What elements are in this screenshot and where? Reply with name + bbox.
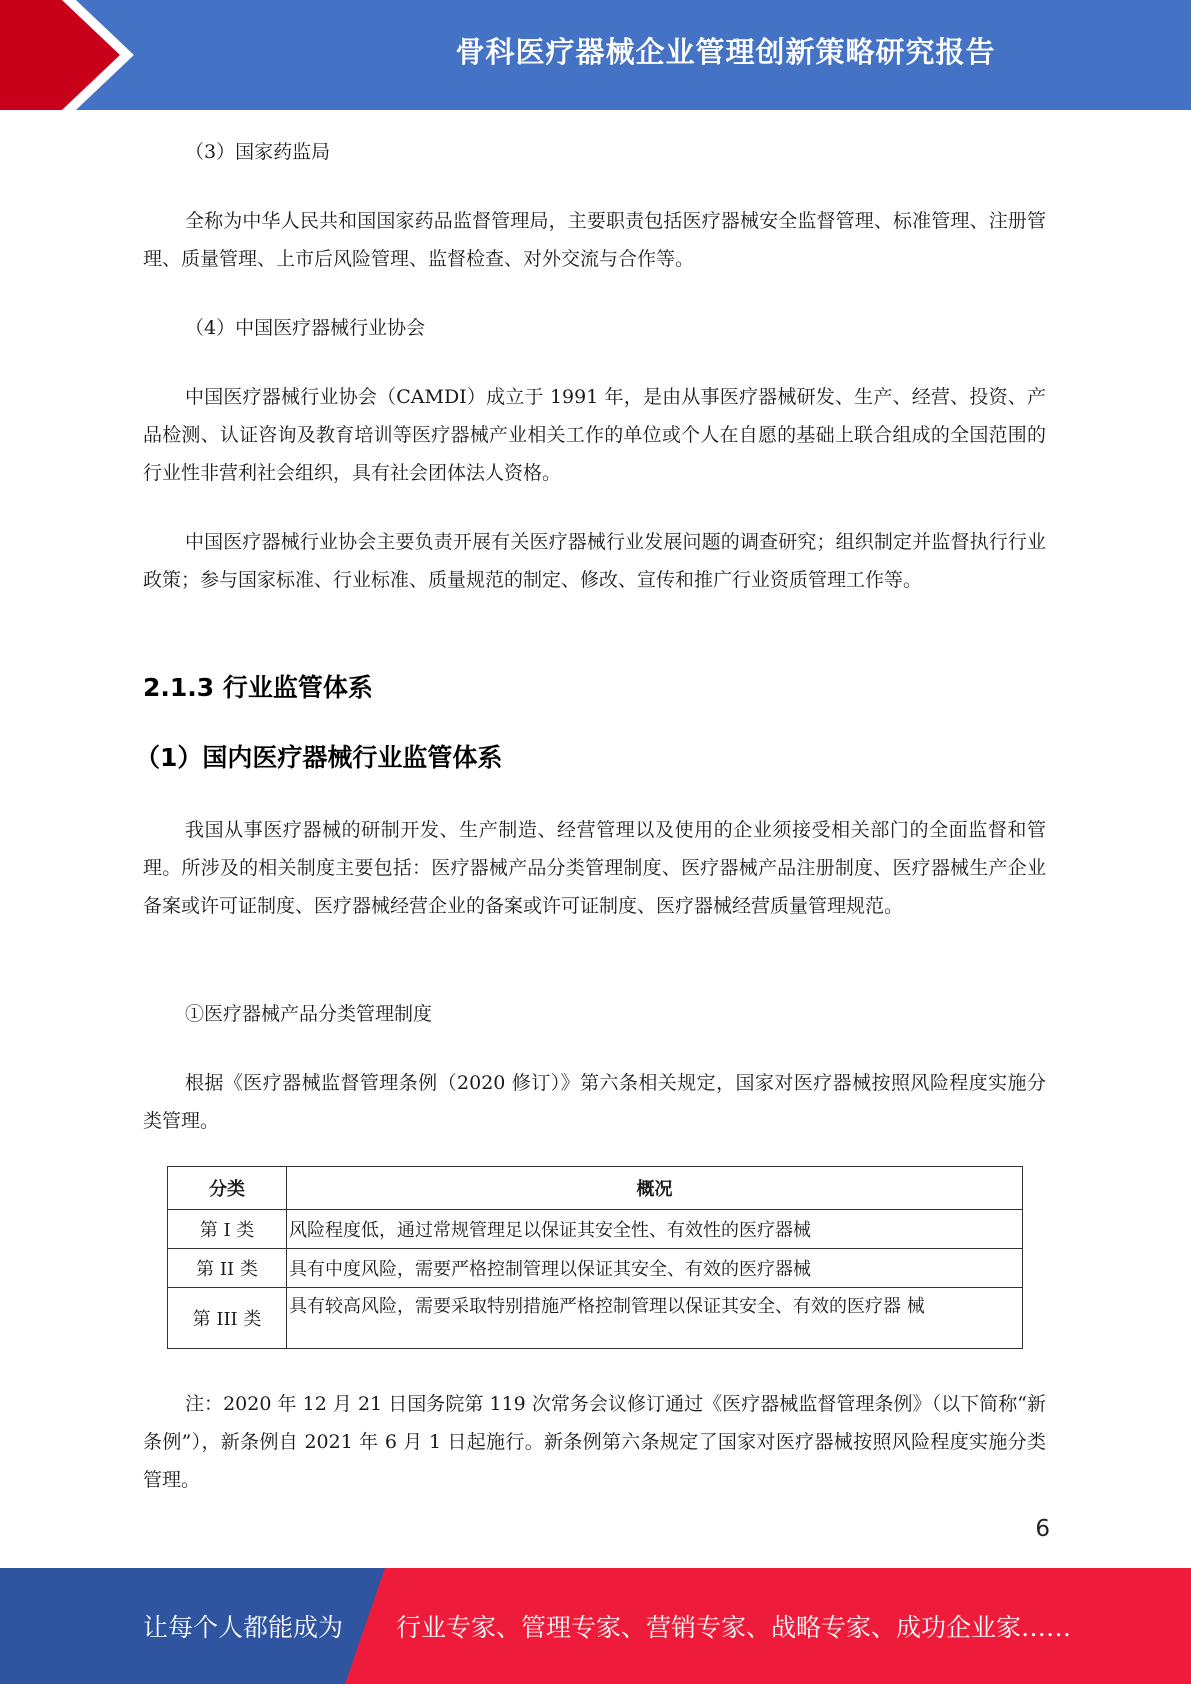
paragraph: 根据《医疗器械监督管理条例（2020 修订）》第六条相关规定，国家对医疗器械按照风险程度实施分类管理。 [143,1072,1046,1132]
table-row [168,1249,1023,1288]
paragraph: 全称为中华人民共和国国家药品监督管理局，主要职责包括医疗器械安全监督管理、标准管理、注册管理、质量管理、上市后风险管理、监督检查、对外交流与合作等。 [143,210,1046,270]
table-header-cell: 概况 [287,1167,1023,1210]
footer-slogan-left: 让每个人都能成为 [143,1613,344,1642]
table-cell-class: 第 II 类 [168,1249,287,1288]
paragraph: 中国医疗器械行业协会（CAMDI）成立于 1991 年，是由从事医疗器械研发、生产、经营、投资、产品检测、认证咨询及教育培训等医疗器械产业相关工作的单位或个人在自愿的基础上联合组成的全国范围的行业性非营利社会组织，具有社会团体法人资格。 [143,386,1046,484]
page-header [0,0,1191,110]
paragraph: 我国从事医疗器械的研制开发、生产制造、经营管理以及使用的企业须接受相关部门的全面监督和管理。所涉及的相关制度主要包括：医疗器械产品分类管理制度、医疗器械产品注册制度、医疗器械生产企业备案或许可证制度、医疗器械经营企业的备案或许可证制度、医疗器械经营质量管理规范。 [143,819,1046,917]
paragraph-heading-3: （3）国家药监局 [185,141,331,163]
note-paragraph: 注：2020 年 12 月 21 日国务院第 119 次常务会议修订通过《医疗器械监督管理条例》（以下简称“新条例”），新条例自 2021 年 6 月 1 日起施行。新条例第六条规定了国家对医疗器械按照风险程度实施分类管理。 [143,1393,1046,1491]
classification-table [167,1166,1023,1349]
table-header-row [168,1167,1023,1210]
page-footer [0,1568,1191,1684]
table-cell-desc: 具有中度风险，需要严格控制管理以保证其安全、有效的医疗器械 [287,1249,1023,1288]
subsection-heading: （1）国内医疗器械行业监管体系 [135,743,503,772]
table-cell-desc: 具有较高风险，需要采取特别措施严格控制管理以保证其安全、有效的医疗器 械 [287,1288,1023,1349]
table-cell-class: 第 I 类 [168,1210,287,1249]
header-chevron-decoration [0,0,160,110]
table-row [168,1288,1023,1349]
table-row [168,1210,1023,1249]
footer-slogan-right: 行业专家、管理专家、营销专家、战略专家、成功企业家…… [396,1613,1072,1642]
paragraph: 中国医疗器械行业协会主要负责开展有关医疗器械行业发展问题的调查研究；组织制定并监督执行行业政策；参与国家标准、行业标准、质量规范的制定、修改、宣传和推广行业资质管理工作等。 [143,531,1046,591]
paragraph-heading-4: （4）中国医疗器械行业协会 [185,317,426,339]
report-title: 骨科医疗器械企业管理创新策略研究报告 [455,34,996,69]
paragraph: ①医疗器械产品分类管理制度 [185,1003,433,1025]
page-number: 6 [1035,1516,1050,1542]
table-cell-desc: 风险程度低，通过常规管理足以保证其安全性、有效性的医疗器械 [287,1210,1023,1249]
section-heading: 2.1.3 行业监管体系 [143,673,373,702]
table-header-cell: 分类 [168,1167,287,1210]
table-cell-class: 第 III 类 [168,1288,287,1349]
